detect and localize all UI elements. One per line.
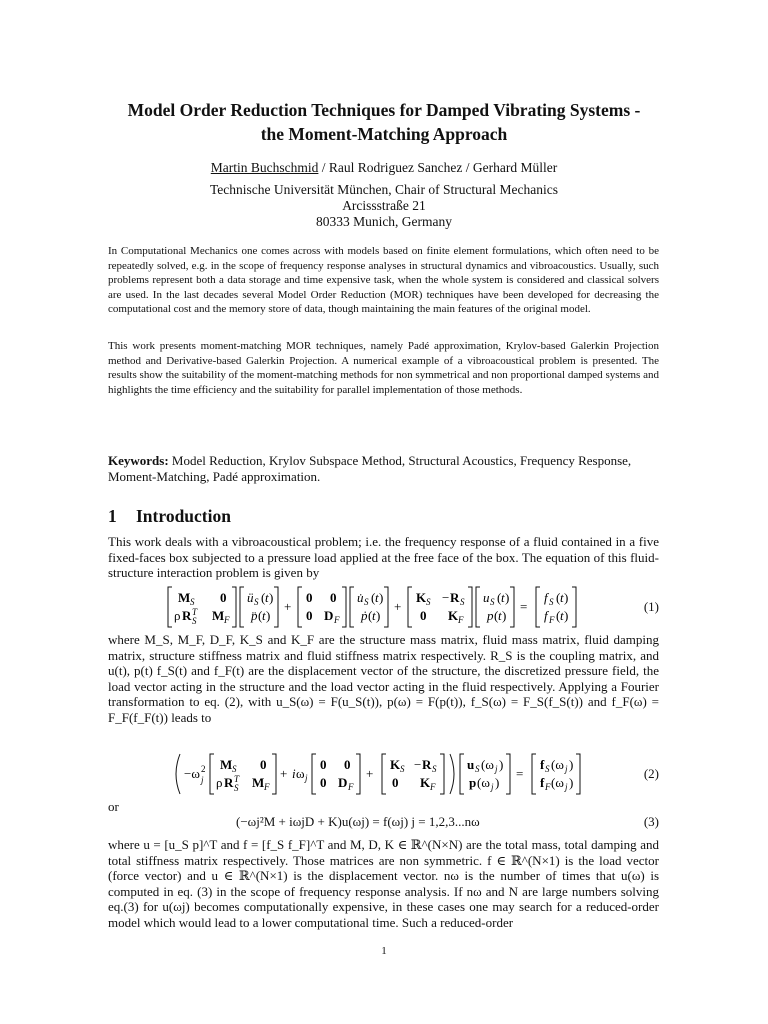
svg-text:ω: ω [296,766,305,781]
svg-text:j: j [201,775,204,785]
affiliation-line: Technische Universität München, Chair of Structural Mechanics [209,182,559,197]
svg-text:t: t [560,608,564,623]
svg-text:S: S [432,764,437,774]
svg-text:M: M [252,775,265,790]
body-paragraph: or [108,799,119,814]
svg-text:R: R [224,775,234,790]
svg-text:): ) [502,608,507,623]
equation-1-formula [108,585,608,629]
svg-text:+: + [394,599,402,614]
svg-text:i: i [292,766,296,781]
svg-text:): ) [499,757,504,772]
svg-text:S: S [549,597,554,607]
svg-text:0: 0 [220,590,227,605]
svg-text:F: F [545,782,551,792]
svg-text:K: K [448,608,459,623]
svg-text:j: j [565,764,568,774]
svg-text:S: S [190,597,195,607]
svg-text:D: D [324,608,334,623]
svg-text:M: M [178,590,191,605]
svg-text:): ) [564,590,569,605]
svg-text:(: ( [556,608,561,623]
equation-number: (2) [643,766,659,781]
svg-text:t: t [372,608,376,623]
equation-2-formula [108,752,608,796]
svg-text:ü: ü [247,590,254,605]
svg-text:j: j [305,773,308,783]
svg-text:0: 0 [260,757,267,772]
svg-text:): ) [569,775,574,790]
svg-text:F: F [224,615,230,625]
svg-text:ρ: ρ [216,775,223,790]
svg-text:p̈: p̈ [251,608,258,623]
equation-number: (3) [643,814,659,829]
svg-text:F: F [348,782,354,792]
keywords [108,453,659,484]
svg-text:+: + [366,766,374,781]
svg-text:S: S [364,597,369,607]
svg-text:f: f [540,757,545,772]
equation-2 [108,752,659,796]
svg-text:0: 0 [306,590,313,605]
svg-text:S: S [192,616,197,626]
svg-text:f: f [544,590,548,605]
svg-text:S: S [545,764,550,774]
svg-text:0: 0 [320,775,327,790]
svg-text:t: t [560,590,564,605]
svg-text:F: F [458,615,464,625]
svg-text:+: + [284,599,292,614]
svg-text:M: M [220,757,233,772]
svg-text:R: R [450,590,460,605]
svg-text:−: − [414,757,422,772]
equation-number: (1) [643,599,659,614]
svg-text:F: F [334,615,340,625]
svg-text:(: ( [497,590,502,605]
page-number: 1 [381,945,387,957]
svg-text:−: − [442,590,450,605]
svg-text:S: S [426,597,431,607]
svg-text:f: f [540,775,545,790]
svg-text:ρ: ρ [174,608,181,623]
section-heading [108,506,231,527]
svg-text:(: ( [371,590,376,605]
svg-text:): ) [379,590,384,605]
svg-text:0: 0 [330,590,337,605]
svg-text:0: 0 [392,775,399,790]
svg-text:): ) [505,590,510,605]
svg-text:0: 0 [320,757,327,772]
svg-text:): ) [376,608,381,623]
svg-text:S: S [254,597,259,607]
svg-text:t: t [265,590,269,605]
svg-text:j: j [491,782,494,792]
svg-text:t: t [375,590,379,605]
svg-text:F: F [430,782,436,792]
section-title: Introduction [136,506,231,526]
svg-text:p: p [469,775,477,790]
svg-text:R: R [182,608,192,623]
svg-text:(: ( [258,608,263,623]
paper-title [90,98,678,146]
svg-text:ṗ: ṗ [361,608,368,623]
svg-text:0: 0 [344,757,351,772]
keywords-label: Keywords: [108,453,169,468]
svg-text:F: F [264,782,270,792]
author-list [90,160,678,176]
svg-text:t: t [262,608,266,623]
svg-text:=: = [516,766,524,781]
body-paragraph: This work deals with a vibroacoustical problem; i.e. the frequency response of a fluid contained in a five fixed-faces box subjected to a pressure load applied at the free face of the box. The equation of this fluid-structure interaction problem is given by [108,534,659,580]
svg-text:=: = [520,599,528,614]
svg-text:0: 0 [420,608,427,623]
equation-3 [108,812,659,832]
svg-text:): ) [564,608,569,623]
svg-text:T: T [234,774,240,784]
affiliation-line: 80333 Munich, Germany [315,214,453,229]
svg-text:S: S [400,764,405,774]
svg-text:R: R [422,757,432,772]
svg-text:j: j [565,782,568,792]
svg-text:2: 2 [201,764,206,774]
svg-text:u̇: u̇ [357,590,364,605]
svg-text:+: + [280,766,288,781]
svg-text:t: t [501,590,505,605]
abstract-paragraph: This work presents moment-matching MOR techniques, namely Padé approximation, Krylov-based Galerkin Projection method and Derivative-based Galerkin Projection. A numerical example of a vibroacoustical problem is presented. The results show the suitability of the moment-matching methods for non symmetrical and non proportional damped systems and highlights the time efficiency and the suitability for parallel implementation of those methods. [108,340,659,396]
body-paragraph: where M_S, M_F, D_F, K_S and K_F are the structure mass matrix, fluid mass matrix, fluid damping matrix, structure stiffness matrix and fluid stiffness matrix respectively. R_S is the coupling matrix, and u(t), p(t) f_S(t) and f_F(t) are the displacement vector of the structure, the discretized pressure field, the load vector acting in the structure and the load vector acting in the fluid respectively. Applying a Fourier transformation to eq. (2), with u_S(ω) = F(u_S(t)), p(ω) = F(p(t)), f_S(ω) = F_S(f_S(t)) and f_F(ω) = F_F(f_F(t)) leads to [108,632,659,725]
section-number: 1 [108,506,117,526]
svg-text:f: f [544,608,548,623]
svg-text:M: M [212,608,225,623]
svg-text:K: K [420,775,431,790]
keywords-text: Model Reduction, Krylov Subspace Method, Structural Acoustics, Frequency Response, Moment-Matching, Padé approximation. [108,453,632,484]
body-paragraph: where u = [u_S p]^T and f = [f_S f_F]^T and M, D, K ∈ ℝ^(N×N) are the total mass, total damping and total stiffness matrix respectively. Those matrices are non symmetric. f ∈ ℝ^(N×1) is the load vector (force vector) and u ∈ ℝ^(N×1) is the displacement vector. nω is the number of times that u(ω) is computed in eq. (3) in the scope of frequency response analysis. If nω and N are large numbers solving eq.(3) for u(ωj) becomes computationally expensive, in these cases one may search for a reduced-order model which would lead to a lower computational time. Such a reduced-order [108,837,659,930]
equation-3-formula: (−ωj²M + iωjD + K)u(ωj) = f(ωj) j = 1,2,3...nω [236,814,480,829]
svg-text:(: ( [368,608,373,623]
equation-1 [108,585,659,629]
svg-text:(: ( [261,590,266,605]
svg-text:−ω: −ω [184,766,200,781]
svg-text:(: ( [494,608,499,623]
title-line-1: Model Order Reduction Techniques for Damped Vibrating Systems - [127,100,641,120]
svg-text:S: S [232,764,237,774]
svg-text:(: ( [556,590,561,605]
svg-text:F: F [549,615,555,625]
svg-text:j: j [495,764,498,774]
svg-text:D: D [338,775,348,790]
svg-text:u: u [467,757,475,772]
svg-text:S: S [490,597,495,607]
svg-text:S: S [234,783,239,793]
co-authors: / Raul Rodriguez Sanchez / Gerhard Müller [318,160,558,175]
title-line-2: the Moment-Matching Approach [260,124,508,144]
svg-text:(ω: (ω [551,775,564,790]
affiliation [90,182,678,230]
abstract-paragraph: In Computational Mechanics one comes across with models based on finite element formulations, which often need to be repeatedly solved, e.g. in the scope of frequency response analyses in structural dynamics and vibroacoustics. Usually, such problems represent both a data storage and time expensive task, when the whole system is considered and classical solvers are used. In the last decades several Model Order Reduction (MOR) techniques have been developed for decreasing the computational cost and the memory store of data, though maintaining the main features of the original model. [108,245,659,315]
svg-text:): ) [569,757,574,772]
svg-text:S: S [460,597,465,607]
svg-text:(ω: (ω [481,757,494,772]
svg-text:K: K [390,757,401,772]
svg-text:(ω: (ω [477,775,490,790]
svg-text:t: t [498,608,502,623]
presenting-author: Martin Buchschmid [210,160,319,175]
svg-text:): ) [266,608,271,623]
svg-text:p: p [487,608,494,623]
svg-text:0: 0 [306,608,313,623]
affiliation-line: Arcissstraße 21 [342,198,426,213]
svg-text:T: T [192,607,198,617]
svg-text:): ) [269,590,274,605]
svg-text:S: S [475,764,480,774]
svg-text:): ) [495,775,500,790]
svg-text:K: K [416,590,427,605]
svg-text:(ω: (ω [551,757,564,772]
svg-text:u: u [483,590,490,605]
